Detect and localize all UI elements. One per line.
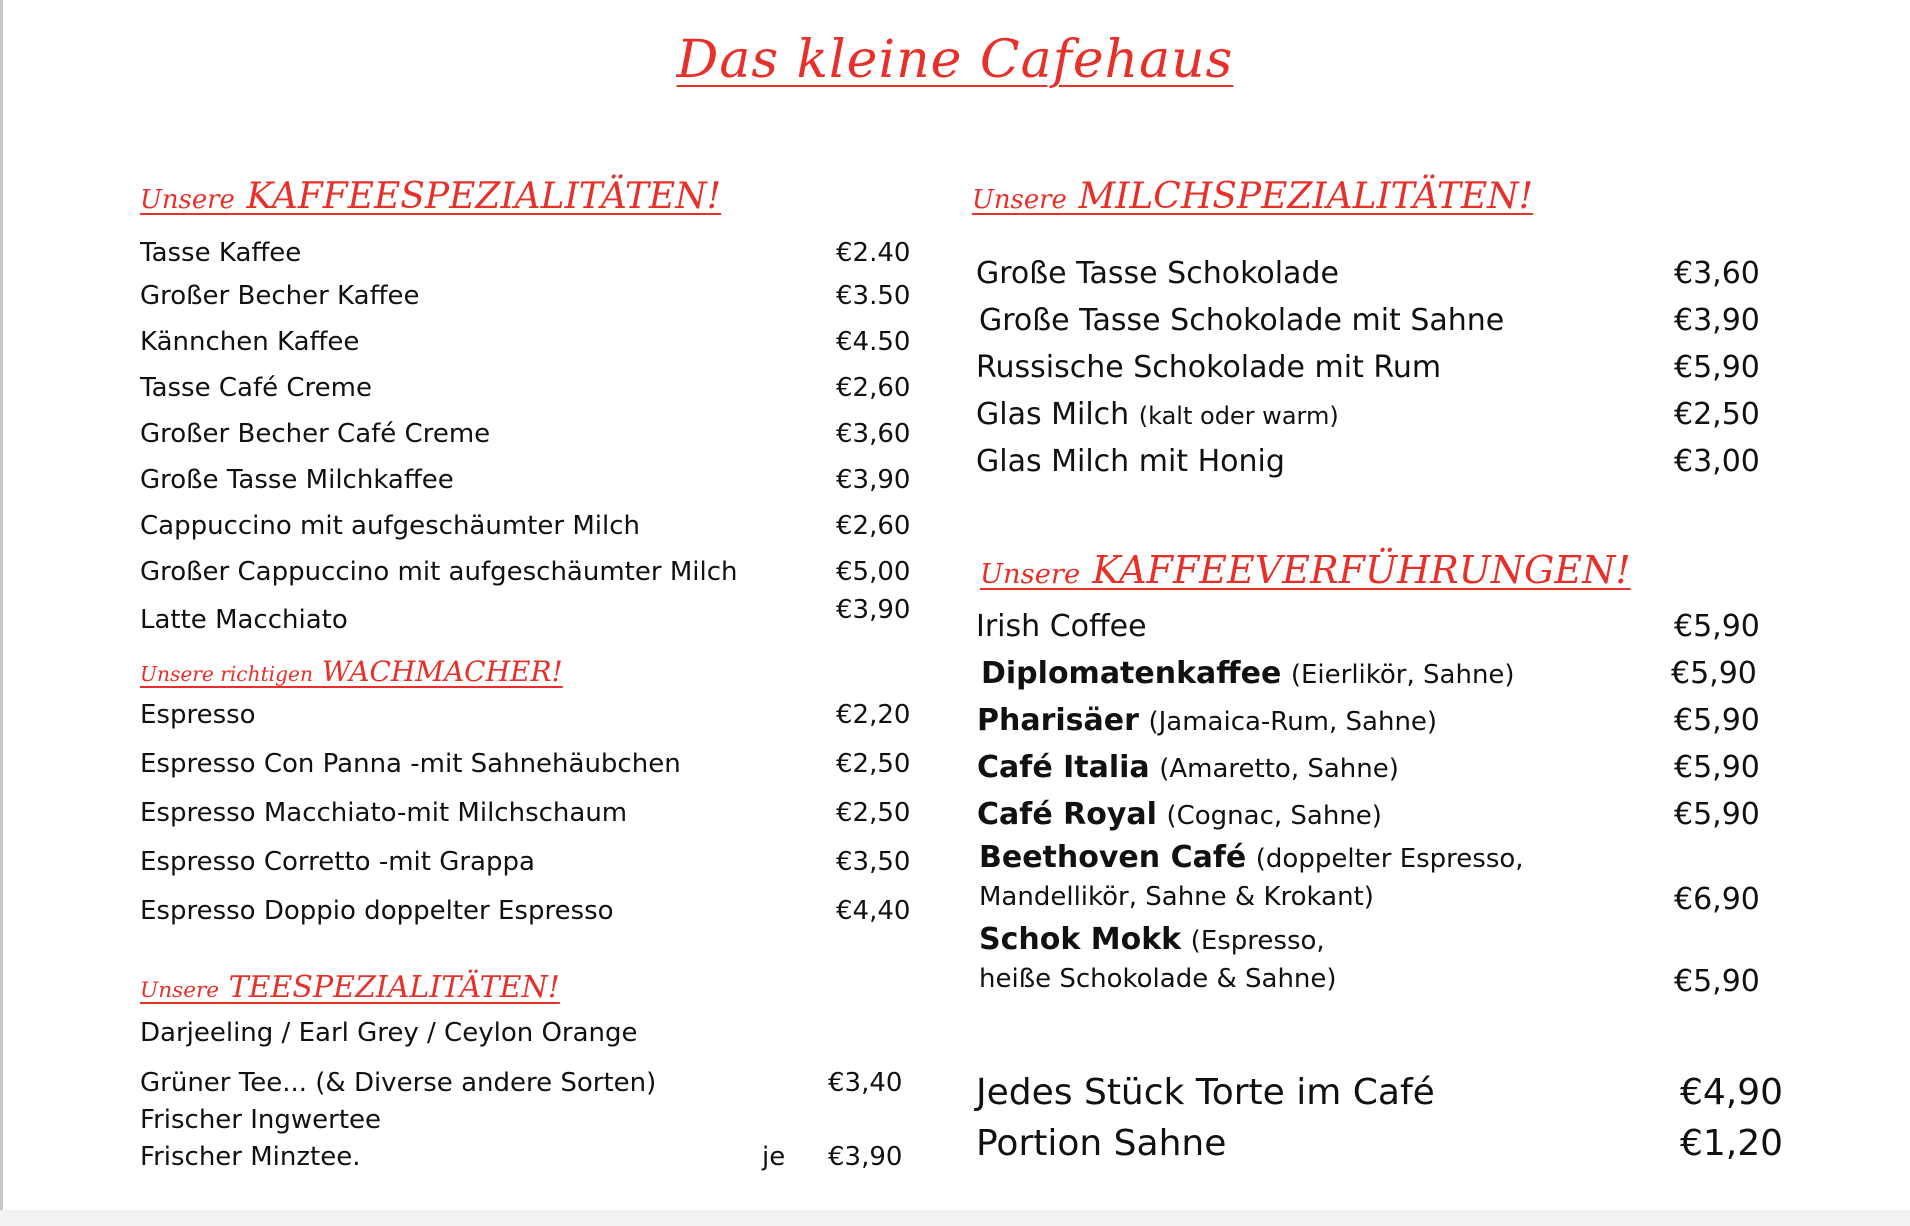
heading-milchspezialitaeten [972,176,1533,217]
item-price: €5,90 [1674,750,1760,785]
item-name-main: Glas Milch [976,397,1130,432]
item-name [977,797,1382,832]
item-price: €5,00 [836,557,911,587]
item-detail: (Cognac, Sahne) [1166,801,1382,831]
heading-pre: Unsere richtigen [140,662,313,686]
item-name: Espresso Con Panna -mit Sahnehäubchen [140,749,681,779]
item-name: Große Tasse Milchkaffee [140,465,454,495]
item-name: Frischer Ingwertee [140,1105,382,1135]
item-detail: (doppelter Espresso, [1255,844,1524,874]
heading-pre: Unsere [140,978,220,1003]
item-price: €3,90 [1674,303,1760,338]
item-name: Jedes Stück Torte im Café [976,1072,1435,1113]
item-price: €4,40 [836,896,911,926]
item-name-main: Pharisäer [977,703,1139,738]
item-price: €2,50 [836,749,911,779]
item-name-main: Beethoven Café [979,840,1247,875]
menu-item [979,840,1779,920]
menu-item [979,922,1779,1002]
item-price: €3,90 [828,1142,903,1172]
item-name [977,750,1399,785]
heading-main: MILCHSPEZIALITÄTEN! [1078,176,1534,217]
item-name: Latte Macchiato [140,605,348,635]
item-name: Tasse Kaffee [140,238,302,268]
item-price: €3,50 [836,847,911,877]
item-name [976,397,1339,432]
item-name: Cappuccino mit aufgeschäumter Milch [140,511,640,541]
item-name [981,656,1515,691]
page-bottom-strip [0,1210,1910,1226]
item-name: Espresso [140,700,256,730]
heading-main: KAFFEESPEZIALITÄTEN! [246,176,722,217]
heading-pre: Unsere [980,559,1081,590]
item-name: Espresso Corretto -mit Grappa [140,847,535,877]
item-price: €2,60 [836,373,911,403]
item-name-main: Café Italia [977,750,1150,785]
item-name-main: Schok Mokk [979,922,1182,957]
item-price: €3.50 [836,281,911,311]
item-name: Grüner Tee... (& Diverse andere Sorten) [140,1068,657,1098]
item-price: €2,60 [836,511,911,541]
item-price: €4.50 [836,327,911,357]
item-price: €2,50 [1674,397,1760,432]
item-price: €5,90 [1671,656,1757,691]
item-name: Kännchen Kaffee [140,327,360,357]
item-price: €1,20 [1680,1123,1784,1164]
item-name: Irish Coffee [976,609,1147,644]
item-name: Großer Becher Café Creme [140,419,491,449]
item-name: Espresso Macchiato-mit Milchschaum [140,798,628,828]
item-name [979,840,1524,875]
heading-kaffeespezialitaeten [140,176,721,217]
item-price: €4,90 [1680,1072,1784,1113]
item-detail: (Eierlikör, Sahne) [1290,660,1515,690]
heading-main: TEESPEZIALITÄTEN! [228,970,560,1005]
heading-kaffeeverfuehrungen [980,548,1631,592]
heading-pre: Unsere [140,185,235,215]
item-price: €2.40 [836,238,911,268]
item-name: Großer Becher Kaffee [140,281,420,311]
item-name [979,922,1325,957]
item-price: €6,90 [1674,882,1760,917]
item-name: Portion Sahne [976,1123,1227,1164]
heading-pre: Unsere [972,185,1067,215]
item-name: Große Tasse Schokolade mit Sahne [979,303,1505,338]
item-detail-line2: Mandellikör, Sahne & Krokant) [979,882,1374,912]
item-price: €3,90 [836,465,911,495]
item-name-main: Diplomatenkaffee [981,656,1282,691]
item-detail: (Amaretto, Sahne) [1159,754,1399,784]
heading-main: WACHMACHER! [321,655,563,688]
menu-item [140,595,911,643]
item-name-main: Café Royal [977,797,1157,832]
item-price: €3,90 [836,595,911,625]
menu-title: Das kleine Cafehaus [676,30,1234,90]
item-price: €3,60 [1674,256,1760,291]
item-price-prefix: je [762,1142,786,1172]
item-price: €3,60 [836,419,911,449]
item-detail: (Espresso, [1190,926,1325,956]
item-price: €2,50 [836,798,911,828]
item-price: €5,90 [1674,350,1760,385]
item-name: Darjeeling / Earl Grey / Ceylon Orange [140,1018,638,1048]
page-left-border [0,0,3,1226]
item-detail: (Jamaica-Rum, Sahne) [1148,707,1438,737]
item-price: €2,20 [836,700,911,730]
item-name: Russische Schokolade mit Rum [976,350,1442,385]
heading-wachmacher [140,655,563,688]
item-detail: (kalt oder warm) [1138,402,1339,430]
item-price: €5,90 [1674,609,1760,644]
item-name: Frischer Minztee. [140,1142,361,1172]
item-name: Espresso Doppio doppelter Espresso [140,896,614,926]
heading-main: KAFFEEVERFÜHRUNGEN! [1092,548,1631,592]
item-detail-line2: heiße Schokolade & Sahne) [979,964,1337,994]
item-price: €3,00 [1674,444,1760,479]
item-name: Große Tasse Schokolade [976,256,1339,291]
heading-teespezialitaeten [140,970,560,1005]
item-price: €5,90 [1674,964,1760,999]
item-price: €5,90 [1674,797,1760,832]
item-price: €5,90 [1674,703,1760,738]
item-price: €3,40 [828,1068,903,1098]
item-name: Tasse Café Creme [140,373,372,403]
item-name [977,703,1437,738]
item-name: Glas Milch mit Honig [976,444,1285,479]
item-name: Großer Cappuccino mit aufgeschäumter Milch [140,557,738,587]
